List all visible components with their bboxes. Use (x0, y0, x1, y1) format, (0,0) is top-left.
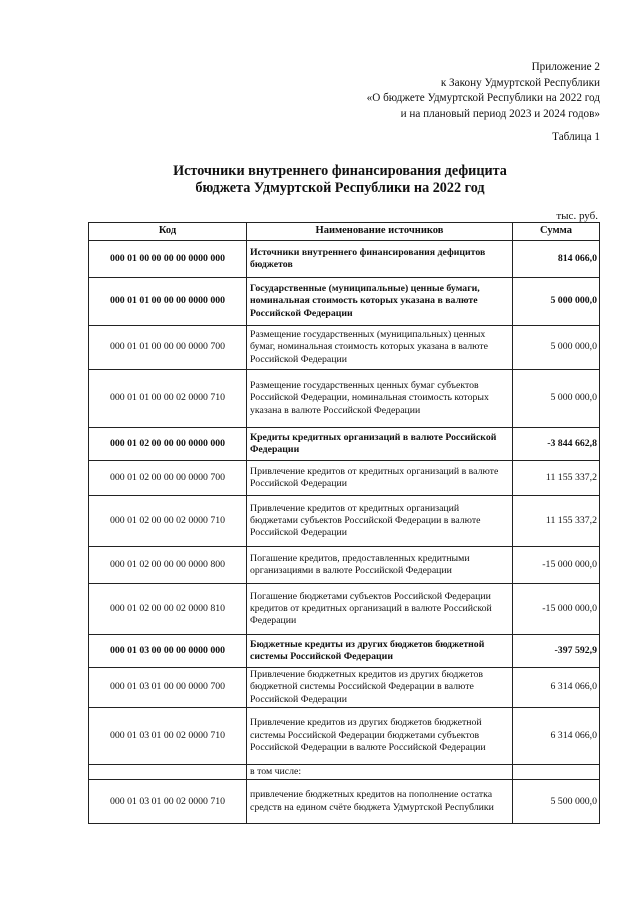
table-row (89, 707, 600, 764)
document-title (120, 163, 560, 197)
table-row (89, 428, 600, 461)
code-cell: 000 01 00 00 00 00 0000 000 (89, 241, 247, 278)
appendix-line: и на плановый период 2023 и 2024 годов» (400, 107, 600, 120)
financing-sources-table (88, 222, 600, 824)
appendix-header (270, 60, 600, 146)
name-cell: Привлечение кредитов от кредитных организаций в валюте Российской Федерации (247, 461, 513, 496)
table-row (89, 635, 600, 668)
code-cell: 000 01 01 00 00 00 0000 000 (89, 278, 247, 326)
name-cell: в том числе: (247, 764, 513, 779)
code-cell: 000 01 03 00 00 00 0000 000 (89, 635, 247, 668)
column-header-name: Наименование источников (247, 223, 513, 241)
column-header-code: Код (89, 223, 247, 241)
name-cell: Привлечение кредитов из других бюджетов бюджетной системы Российской Федерации бюджетами субъектов Российской Федерации в валюте Российской Федерации (247, 707, 513, 764)
title-line-1: Источники внутреннего финансирования дефицита (173, 163, 507, 179)
sum-cell: 5 000 000,0 (513, 370, 600, 428)
name-cell: Привлечение бюджетных кредитов из других бюджетов бюджетной системы Российской Федерации в валюте Российской Федерации (247, 668, 513, 708)
code-cell: 000 01 02 00 00 02 0000 810 (89, 584, 247, 635)
code-cell: 000 01 01 00 00 00 0000 700 (89, 326, 247, 370)
column-header-sum: Сумма (513, 223, 600, 241)
code-cell: 000 01 01 00 00 02 0000 710 (89, 370, 247, 428)
code-cell: 000 01 02 00 00 00 0000 700 (89, 461, 247, 496)
sum-cell: 5 000 000,0 (513, 326, 600, 370)
code-cell: 000 01 02 00 00 00 0000 800 (89, 547, 247, 584)
name-cell: Погашение бюджетами субъектов Российской Федерации кредитов от кредитных организаций в валюте Российской Федерации (247, 584, 513, 635)
table-row (89, 584, 600, 635)
sum-cell: 6 314 066,0 (513, 707, 600, 764)
code-cell (89, 764, 247, 779)
name-cell: Государственные (муниципальные) ценные бумаги, номинальная стоимость которых указана в валюте Российской Федерации (247, 278, 513, 326)
sum-cell (513, 764, 600, 779)
sum-cell: 5 000 000,0 (513, 278, 600, 326)
table-label: Таблица 1 (552, 131, 600, 143)
code-cell: 000 01 03 01 00 02 0000 710 (89, 780, 247, 824)
sum-cell: 5 500 000,0 (513, 780, 600, 824)
code-cell: 000 01 02 00 00 00 0000 000 (89, 428, 247, 461)
name-cell: Привлечение кредитов от кредитных организаций бюджетами субъектов Российской Федерации в валюте Российской Федерации (247, 496, 513, 547)
table-row (89, 370, 600, 428)
name-cell: Размещение государственных (муниципальных) ценных бумаг, номинальная стоимость которых указана в валюте Российской Федерации (247, 326, 513, 370)
code-cell: 000 01 03 01 00 02 0000 710 (89, 707, 247, 764)
sum-cell: 11 155 337,2 (513, 461, 600, 496)
name-cell: Кредиты кредитных организаций в валюте Российской Федерации (247, 428, 513, 461)
table-row (89, 547, 600, 584)
sum-cell: 6 314 066,0 (513, 668, 600, 708)
appendix-line: «О бюджете Удмуртской Республики на 2022 год (366, 92, 600, 104)
sum-cell: -15 000 000,0 (513, 584, 600, 635)
name-cell: привлечение бюджетных кредитов на пополнение остатка средств на едином счёте бюджета Удмуртской Республики (247, 780, 513, 824)
sum-cell: -397 592,9 (513, 635, 600, 668)
name-cell: Погашение кредитов, предоставленных кредитными организациями в валюте Российской Федерации (247, 547, 513, 584)
sum-cell: 11 155 337,2 (513, 496, 600, 547)
sum-cell: -15 000 000,0 (513, 547, 600, 584)
table-header-row (89, 223, 600, 241)
table-row (89, 668, 600, 708)
sum-cell: 814 066,0 (513, 241, 600, 278)
name-cell: Размещение государственных ценных бумаг субъектов Российской Федерации, номинальная стоимость которых указана в валюте Российской Федерации (247, 370, 513, 428)
code-cell: 000 01 03 01 00 00 0000 700 (89, 668, 247, 708)
table-row (89, 780, 600, 824)
table-row (89, 461, 600, 496)
table-body (89, 241, 600, 824)
code-cell: 000 01 02 00 00 02 0000 710 (89, 496, 247, 547)
table-row (89, 241, 600, 278)
table-row (89, 326, 600, 370)
appendix-line: Приложение 2 (531, 61, 600, 73)
name-cell: Бюджетные кредиты из других бюджетов бюджетной системы Российской Федерации (247, 635, 513, 668)
name-cell: Источники внутреннего финансирования дефицитов бюджетов (247, 241, 513, 278)
title-line-2: бюджета Удмуртской Республики на 2022 год (195, 180, 485, 196)
table-row (89, 496, 600, 547)
table-row (89, 764, 600, 779)
sum-cell: -3 844 662,8 (513, 428, 600, 461)
appendix-line: к Закону Удмуртской Республики (440, 76, 600, 89)
table-row (89, 278, 600, 326)
unit-label: тыс. руб. (556, 210, 598, 222)
